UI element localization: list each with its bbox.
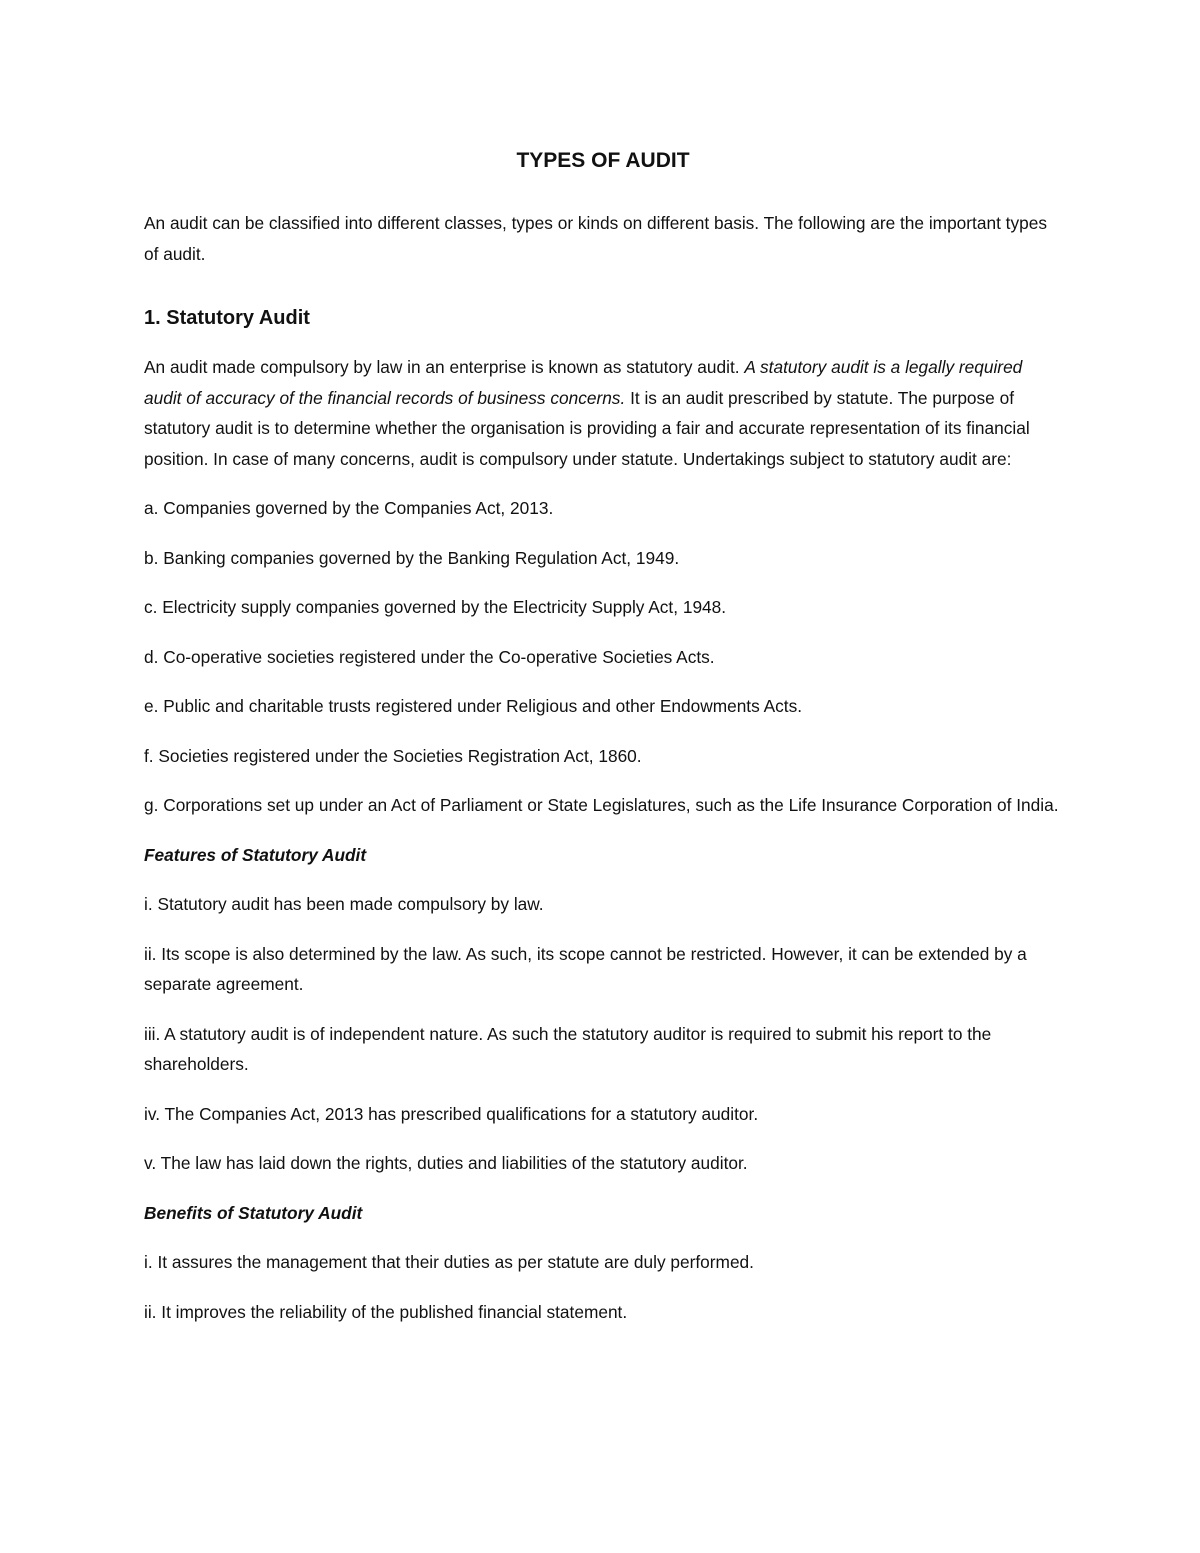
list-item-undertaking-f: f. Societies registered under the Societies Registration Act, 1860. — [144, 745, 642, 766]
list-item-undertaking-d: d. Co-operative societies registered under the Co-operative Societies Acts. — [144, 646, 715, 667]
list-item-undertaking-g: g. Corporations set up under an Act of Parliament or State Legislatures, such as the Life Insurance Corporation of India. — [144, 795, 1059, 815]
statutory-audit-paragraph-end: It is an audit prescribed by statute. The purpose of statutory audit is to determine whether the organisation is providing a fair and accurate representation of its financial position. In case of many concerns, audit is compulsory under statute. Undertakings subject to statutory audit are: — [144, 387, 1030, 469]
section-heading-statutory-audit: 1. Statutory Audit — [144, 307, 310, 329]
list-item-feature-i: i. Statutory audit has been made compulsory by law. — [144, 894, 544, 914]
list-item-undertaking-c: c. Electricity supply companies governed by the Electricity Supply Act, 1948. — [144, 597, 727, 617]
features-heading: Features of Statutory Audit — [144, 844, 367, 865]
statutory-audit-paragraph-start: An audit made compulsory by law in an enterprise is known as statutory audit. — [144, 357, 745, 377]
statutory-audit-definition: A statutory audit is a legally required audit of accuracy of the financial records of business concerns. — [144, 357, 1023, 408]
list-item-feature-ii: ii. Its scope is also determined by the law. As such, its scope cannot be restricted. However, it can be extended by a separate agreement. — [144, 943, 1027, 994]
list-item-benefit-ii: ii. It improves the reliability of the published financial statement. — [144, 1301, 628, 1322]
intro-paragraph: An audit can be classified into different classes, types or kinds on different basis. The following are the important types of audit. — [144, 213, 1047, 264]
list-item-feature-iv: iv. The Companies Act, 2013 has prescribed qualifications for a statutory auditor. — [144, 1103, 759, 1124]
list-item-undertaking-b: b. Banking companies governed by the Banking Regulation Act, 1949. — [144, 547, 680, 568]
document-title: TYPES OF AUDIT — [516, 149, 690, 172]
list-item-undertaking-e: e. Public and charitable trusts registered under Religious and other Endowments Acts. — [144, 696, 803, 716]
list-item-feature-v: v. The law has laid down the rights, duties and liabilities of the statutory auditor. — [144, 1153, 748, 1173]
list-item-undertaking-a: a. Companies governed by the Companies Act, 2013. — [144, 498, 554, 518]
list-item-benefit-i: i. It assures the management that their duties as per statute are duly performed. — [144, 1252, 754, 1272]
statutory-audit-paragraph — [144, 352, 1062, 474]
document-page — [144, 146, 1062, 1327]
benefits-heading: Benefits of Statutory Audit — [144, 1202, 363, 1223]
list-item-feature-iii: iii. A statutory audit is of independent nature. As such the statutory auditor is required to submit his report to the shareholders. — [144, 1023, 992, 1074]
